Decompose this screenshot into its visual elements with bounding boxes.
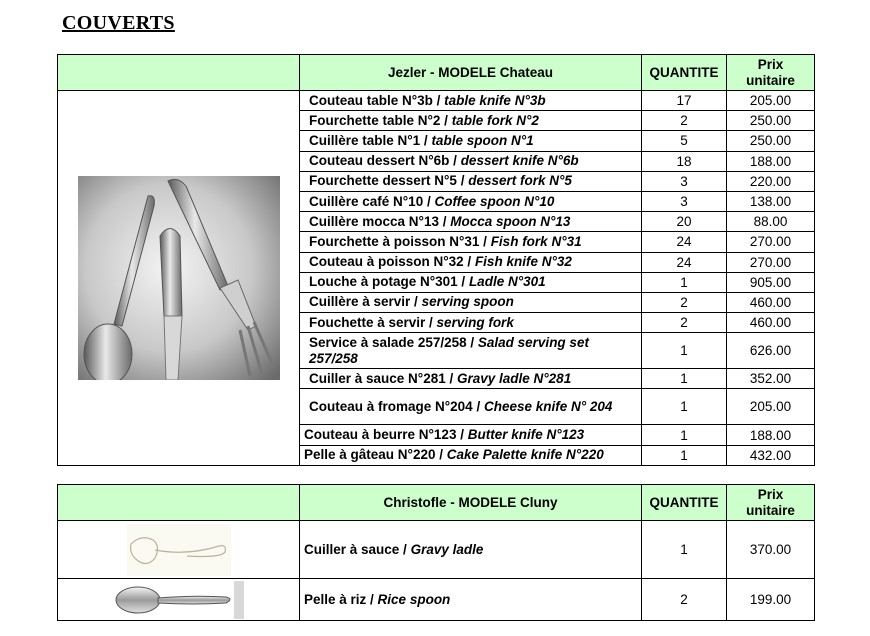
item-price: 250.00 xyxy=(727,131,815,151)
item-price: 460.00 xyxy=(727,292,815,312)
item-quantity: 24 xyxy=(642,232,727,252)
item-name: Couteau dessert N°6b / dessert knife N°6b xyxy=(300,151,642,171)
item-price: 199.00 xyxy=(727,579,815,621)
table-row xyxy=(58,91,815,111)
item-quantity: 1 xyxy=(642,333,727,369)
item-price: 205.00 xyxy=(727,389,815,425)
item-name: Fourchette table N°2 / table fork N°2 xyxy=(300,111,642,131)
price-header-line2: unitaire xyxy=(746,72,795,88)
item-name: Fourchette dessert N°5 / dessert fork N°5 xyxy=(300,171,642,191)
item-name: Fouchette à servir / serving fork xyxy=(300,313,642,333)
price-header-line1: Prix xyxy=(757,486,784,502)
item-quantity: 1 xyxy=(642,521,727,579)
item-quantity: 1 xyxy=(642,425,727,445)
item-price: 205.00 xyxy=(727,91,815,111)
item-quantity: 24 xyxy=(642,252,727,272)
item-name: Pelle à riz / Rice spoon xyxy=(300,579,642,621)
model-header: Jezler - MODELE Chateau xyxy=(300,55,642,91)
table-header-row xyxy=(58,55,815,91)
item-name: Pelle à gâteau N°220 / Cake Palette knife N°220 xyxy=(300,445,642,465)
quantity-header: QUANTITE xyxy=(642,55,727,91)
item-quantity: 3 xyxy=(642,191,727,211)
item-name: Louche à potage N°301 / Ladle N°301 xyxy=(300,272,642,292)
cutlery-photo xyxy=(78,176,280,380)
price-header-line2: unitaire xyxy=(746,502,795,518)
item-quantity: 17 xyxy=(642,91,727,111)
item-name: Cuillère café N°10 / Coffee spoon N°10 xyxy=(300,191,642,211)
item-quantity: 2 xyxy=(642,292,727,312)
page-title: COUVERTS xyxy=(62,12,175,34)
item-quantity: 2 xyxy=(642,579,727,621)
item-quantity: 1 xyxy=(642,389,727,425)
rice-spoon-photo xyxy=(114,581,244,619)
table-header-row xyxy=(58,485,815,521)
item-price: 352.00 xyxy=(727,369,815,389)
item-price: 905.00 xyxy=(727,272,815,292)
item-price: 250.00 xyxy=(727,111,815,131)
quantity-header: QUANTITE xyxy=(642,485,727,521)
item-price: 88.00 xyxy=(727,212,815,232)
item-price: 188.00 xyxy=(727,151,815,171)
item-quantity: 1 xyxy=(642,272,727,292)
item-name: Cuillère mocca N°13 / Mocca spoon N°13 xyxy=(300,212,642,232)
item-price: 270.00 xyxy=(727,232,815,252)
cutlery-photo-cell xyxy=(58,91,300,466)
item-quantity: 1 xyxy=(642,445,727,465)
item-name: Service à salade 257/258 / Salad serving set 257/258 xyxy=(300,333,642,369)
image-header-cell xyxy=(58,485,300,521)
table-row xyxy=(58,579,815,621)
item-price: 432.00 xyxy=(727,445,815,465)
item-name: Couteau à poisson N°32 / Fish knife N°32 xyxy=(300,252,642,272)
gravy-ladle-photo-cell xyxy=(58,521,300,579)
item-name: Cuillère à servir / serving spoon xyxy=(300,292,642,312)
item-quantity: 3 xyxy=(642,171,727,191)
item-quantity: 5 xyxy=(642,131,727,151)
model-header: Christofle - MODELE Cluny xyxy=(300,485,642,521)
item-price: 220.00 xyxy=(727,171,815,191)
price-header-line1: Prix xyxy=(757,56,784,72)
item-quantity: 2 xyxy=(642,313,727,333)
item-price: 270.00 xyxy=(727,252,815,272)
price-header xyxy=(727,55,815,91)
item-price: 460.00 xyxy=(727,313,815,333)
item-quantity: 2 xyxy=(642,111,727,131)
item-price: 188.00 xyxy=(727,425,815,445)
price-header xyxy=(727,485,815,521)
item-name: Cuiller à sauce / Gravy ladle xyxy=(300,521,642,579)
item-name: Couteau à fromage N°204 / Cheese knife N° 204 xyxy=(300,389,642,425)
item-name: Couteau à beurre N°123 / Butter knife N°123 xyxy=(300,425,642,445)
item-price: 370.00 xyxy=(727,521,815,579)
rice-spoon-photo-cell xyxy=(58,579,300,621)
item-price: 138.00 xyxy=(727,191,815,211)
item-quantity: 18 xyxy=(642,151,727,171)
jezler-table xyxy=(57,54,815,466)
item-name: Fourchette à poisson N°31 / Fish fork N°31 xyxy=(300,232,642,252)
christofle-table xyxy=(57,484,815,621)
item-name: Cuiller à sauce N°281 / Gravy ladle N°281 xyxy=(300,369,642,389)
item-quantity: 1 xyxy=(642,369,727,389)
image-header-cell xyxy=(58,55,300,91)
table-row xyxy=(58,521,815,579)
item-name: Cuillère table N°1 / table spoon N°1 xyxy=(300,131,642,151)
gravy-ladle-photo xyxy=(127,524,231,576)
item-price: 626.00 xyxy=(727,333,815,369)
item-name: Couteau table N°3b / table knife N°3b xyxy=(300,91,642,111)
item-quantity: 20 xyxy=(642,212,727,232)
